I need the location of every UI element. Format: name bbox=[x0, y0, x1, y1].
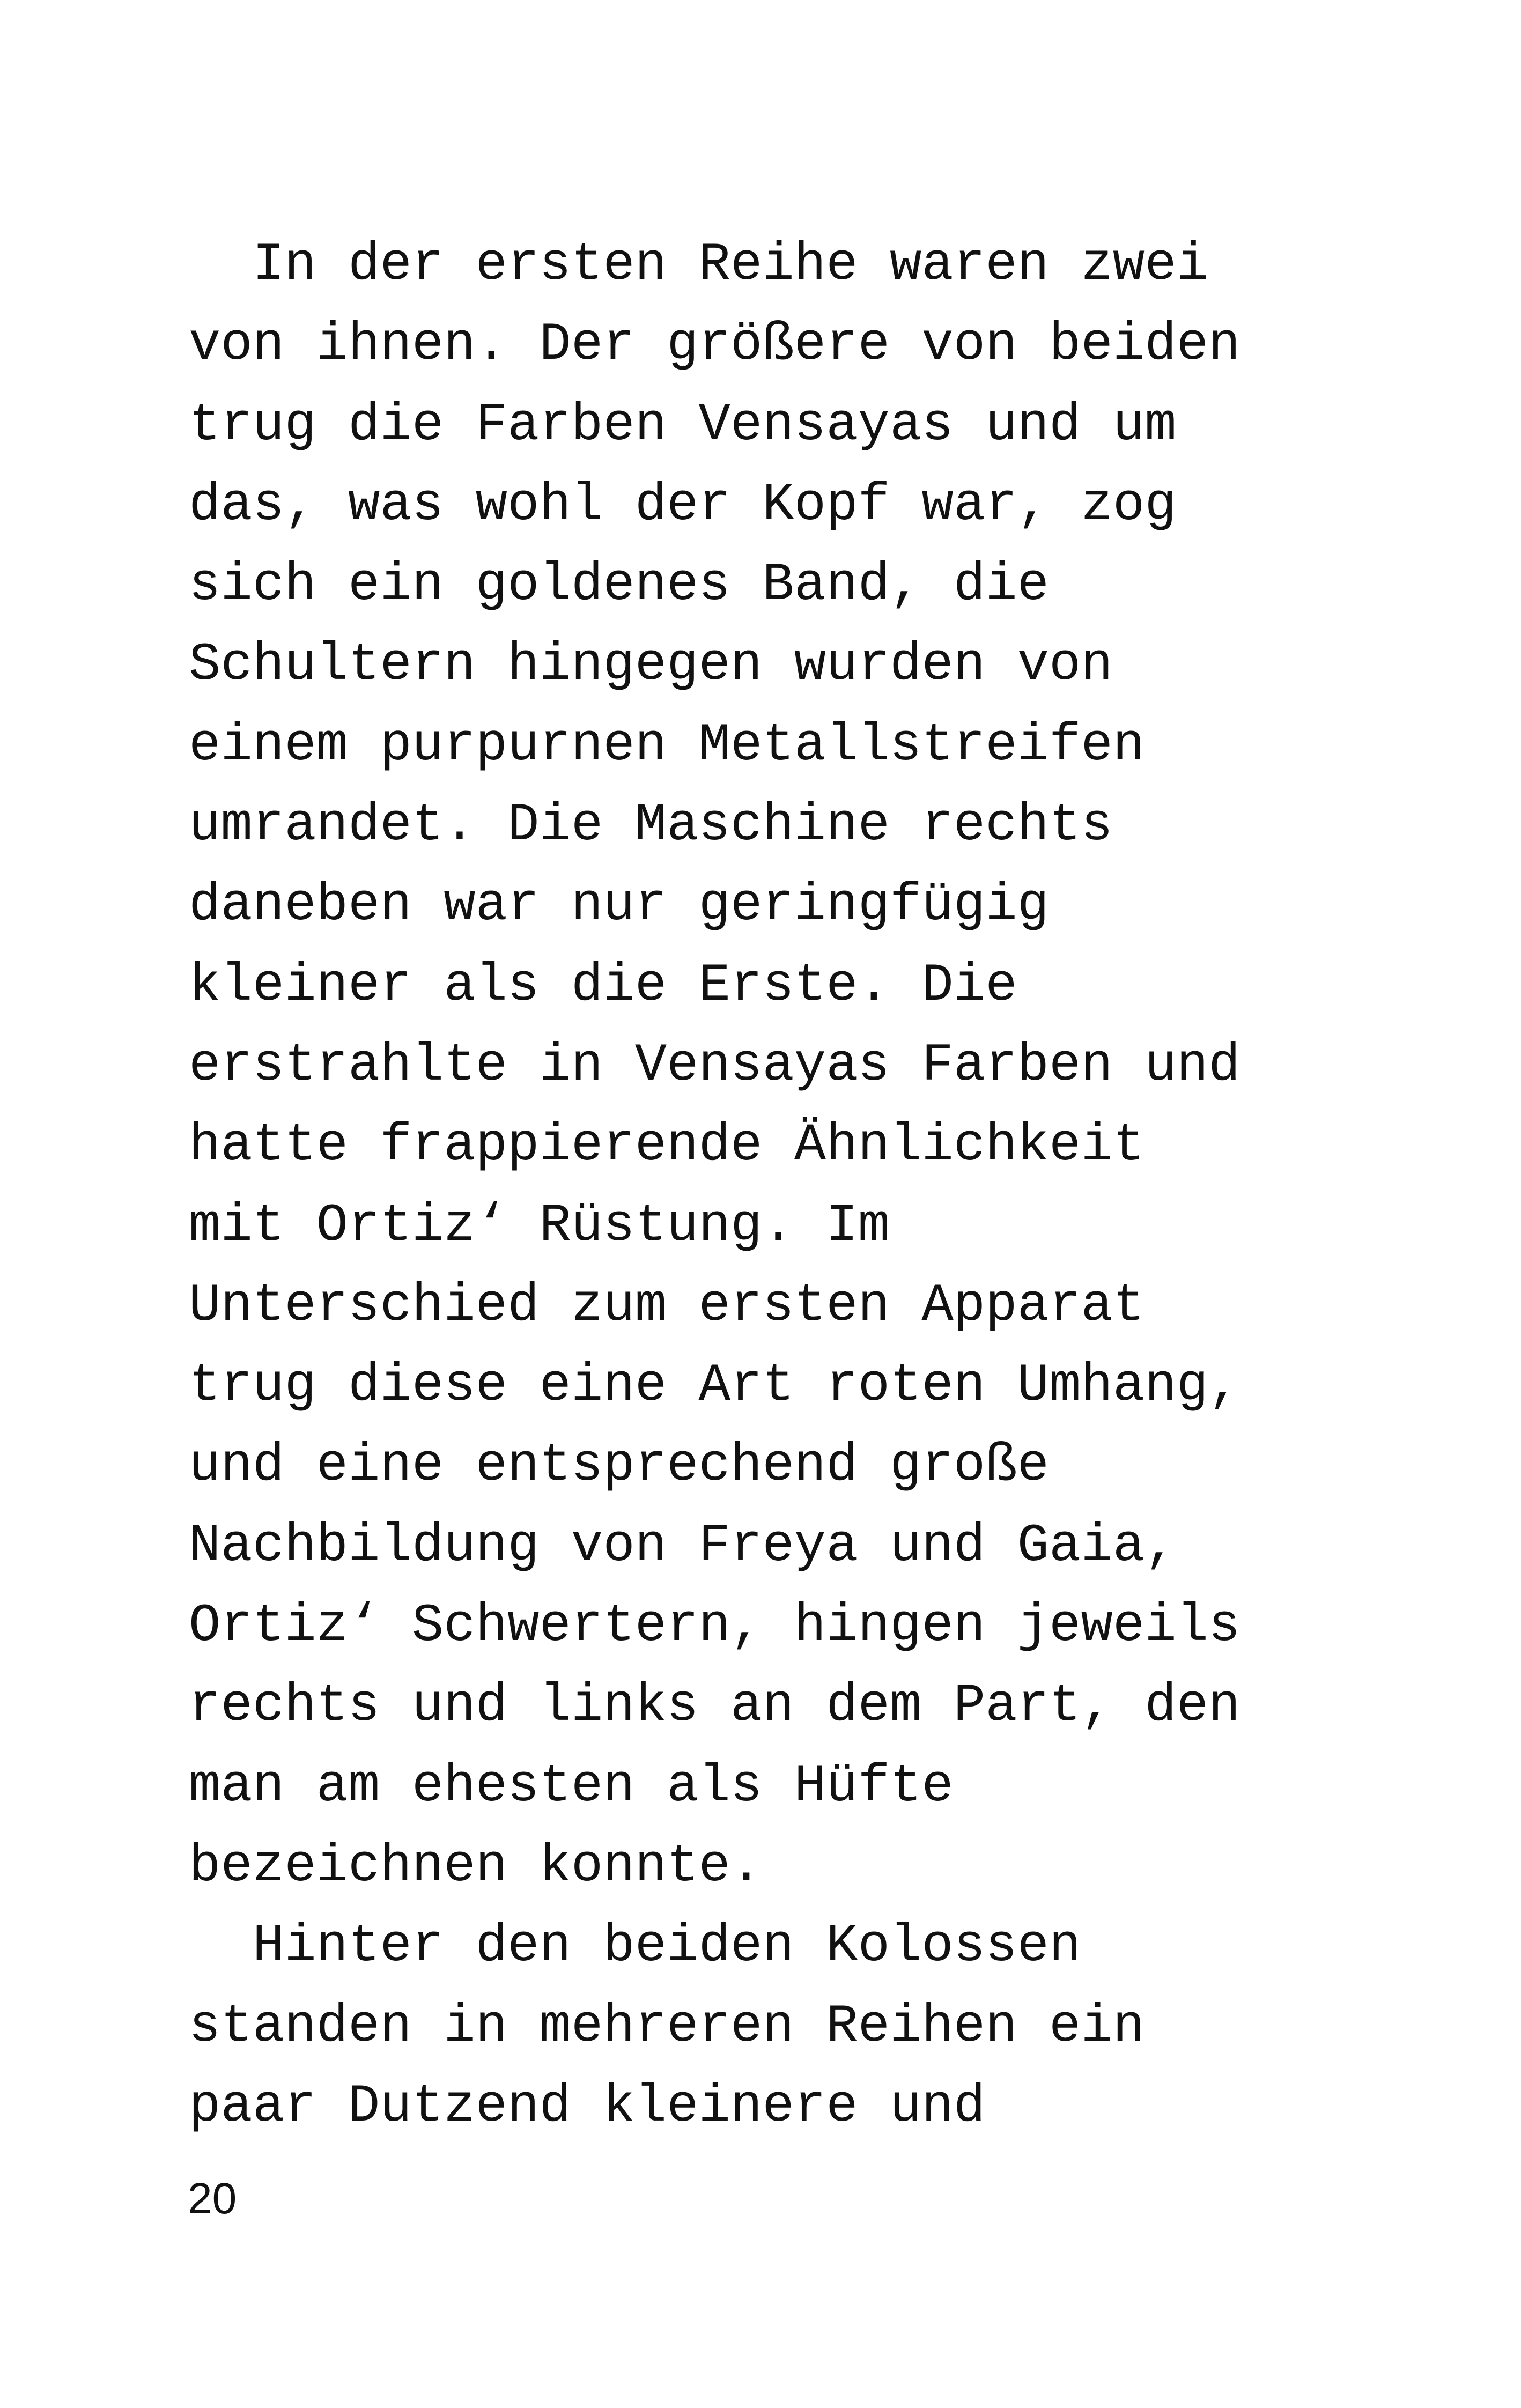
text-line: trug diese eine Art roten Umhang, bbox=[189, 1356, 1241, 1416]
text-line: das, was wohl der Kopf war, zog bbox=[189, 475, 1177, 535]
text-line: umrandet. Die Maschine rechts bbox=[189, 795, 1113, 856]
text-line: man am ehesten als Hüfte bbox=[189, 1756, 954, 1816]
text-line: kleiner als die Erste. Die bbox=[189, 955, 1017, 1016]
text-line: mit Ortiz‘ Rüstung. Im bbox=[189, 1195, 890, 1256]
text-line: und eine entsprechend große bbox=[189, 1436, 1050, 1496]
text-line: bezeichnen konnte. bbox=[189, 1836, 763, 1896]
text-line: rechts und links an dem Part, den bbox=[189, 1676, 1241, 1737]
text-line: erstrahlte in Vensayas Farben und bbox=[189, 1035, 1241, 1096]
text-line: Nachbildung von Freya und Gaia, bbox=[189, 1516, 1177, 1576]
body-text bbox=[189, 225, 1465, 2147]
page-number: 20 bbox=[188, 2174, 237, 2223]
text-line: Hinter den beiden Kolossen bbox=[189, 1916, 1081, 1977]
text-line: daneben war nur geringfügig bbox=[189, 875, 1050, 936]
text-line: Unterschied zum ersten Apparat bbox=[189, 1275, 1145, 1336]
text-line: Ortiz‘ Schwertern, hingen jeweils bbox=[189, 1596, 1241, 1657]
text-line: sich ein goldenes Band, die bbox=[189, 555, 1050, 616]
text-line: von ihnen. Der größere von beiden bbox=[189, 315, 1241, 375]
text-line: Schultern hingegen wurden von bbox=[189, 635, 1113, 696]
text-line: einem purpurnen Metallstreifen bbox=[189, 715, 1145, 775]
text-line: In der ersten Reihe waren zwei bbox=[189, 235, 1209, 295]
text-line: trug die Farben Vensayas und um bbox=[189, 395, 1177, 455]
text-line: standen in mehreren Reihen ein bbox=[189, 1996, 1145, 2057]
text-line: paar Dutzend kleinere und bbox=[189, 2076, 986, 2137]
text-line: hatte frappierende Ähnlichkeit bbox=[189, 1116, 1145, 1176]
